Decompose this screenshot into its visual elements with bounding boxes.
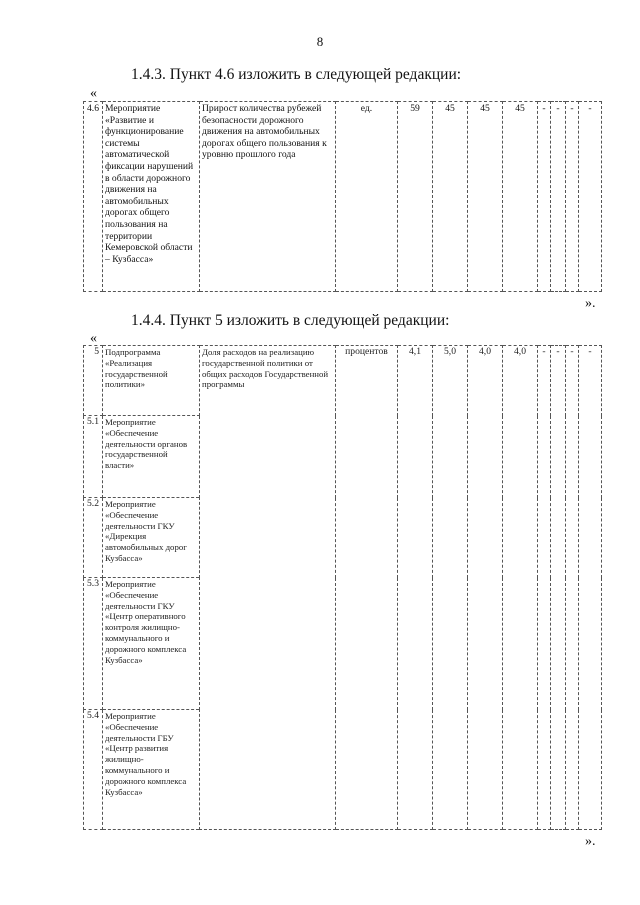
table-item-4-6 — [83, 101, 602, 292]
open-quote: « — [90, 86, 97, 101]
measure-name: Мероприятие «Обеспечение деятельности ГКУ «Дирекция автомобильных дорог Кузбасса» — [103, 498, 200, 578]
value-cell: 4,0 — [468, 346, 503, 830]
row-number: 5.3 — [84, 578, 103, 710]
measure-name: Подпрограмма «Реализация государственной политики» — [103, 346, 200, 416]
value-cell: - — [551, 102, 566, 292]
value-cell: 59 — [398, 102, 433, 292]
value-cell: - — [538, 102, 551, 292]
measure-name: Мероприятие «Обеспечение деятельности ГКУ «Центр оперативного контроля жилищно-коммунального и дорожного комплекса Кузбасса» — [103, 578, 200, 710]
value-cell: 4,0 — [503, 346, 538, 830]
indicator-name: Доля расходов на реализацию государственной политики от общих расходов Государственной программы — [200, 346, 336, 830]
section-heading-5: 1.4.4. Пункт 5 изложить в следующей редакции: — [131, 312, 450, 329]
value-cell: - — [579, 102, 602, 292]
table-item-5 — [83, 345, 602, 830]
row-number: 5.1 — [84, 416, 103, 498]
unit: процентов — [336, 346, 398, 830]
measure-name: Мероприятие «Развитие и функционирование системы автоматической фиксации нарушений в области дорожного движения на автомобильных дорогах общего пользования на территории Кемеровской области – Кузбасса» — [103, 102, 200, 292]
page-number: 8 — [316, 34, 324, 49]
indicator-name: Прирост количества рубежей безопасности дорожного движения на автомобильных дорогах общего пользования к уровню прошлого года — [200, 102, 336, 292]
value-cell: 45 — [468, 102, 503, 292]
open-quote: « — [90, 331, 97, 346]
value-cell: - — [566, 102, 579, 292]
value-cell: 45 — [503, 102, 538, 292]
value-cell: - — [579, 346, 602, 830]
value-cell: - — [551, 346, 566, 830]
row-number: 5.4 — [84, 710, 103, 830]
value-cell: - — [566, 346, 579, 830]
value-cell: 45 — [433, 102, 468, 292]
section-heading-4-6: 1.4.3. Пункт 4.6 изложить в следующей редакции: — [131, 66, 462, 83]
value-cell: 4,1 — [398, 346, 433, 830]
row-number: 5.2 — [84, 498, 103, 578]
close-quote: ». — [585, 834, 596, 849]
value-cell: - — [538, 346, 551, 830]
close-quote: ». — [585, 296, 596, 311]
unit: ед. — [336, 102, 398, 292]
value-cell: 5,0 — [433, 346, 468, 830]
measure-name: Мероприятие «Обеспечение деятельности органов государственной власти» — [103, 416, 200, 498]
table-row — [84, 346, 602, 416]
table-row — [84, 102, 602, 292]
row-number: 5 — [84, 346, 103, 416]
row-number: 4.6 — [84, 102, 103, 292]
measure-name: Мероприятие «Обеспечение деятельности ГБУ «Центр развития жилищно-коммунального и дорожного комплекса Кузбасса» — [103, 710, 200, 830]
